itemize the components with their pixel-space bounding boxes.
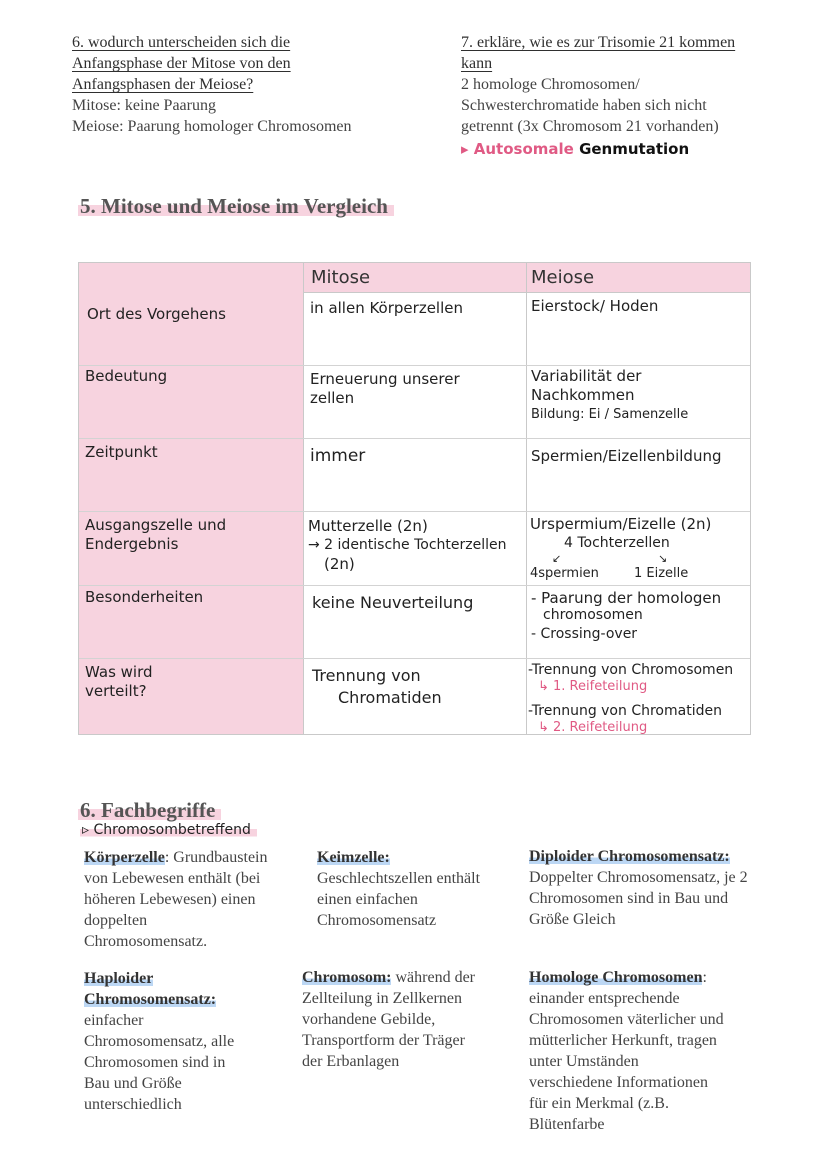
- term-diploider-chromosomensatz: [529, 846, 799, 930]
- term-text: vorhandene Gebilde,: [302, 1011, 436, 1028]
- mitose-cell: [308, 517, 507, 574]
- row-divider: [79, 438, 750, 439]
- term-text: Bau und Größe: [84, 1075, 182, 1092]
- answer-7-line: 2 homologe Chromosomen/: [461, 76, 640, 93]
- term-line: [84, 847, 309, 868]
- meiose-cell: Spermien/Eizellenbildung: [531, 447, 722, 465]
- meiose-line: - Paarung der homologen: [531, 589, 722, 607]
- comparison-table: [78, 262, 751, 735]
- term-text: Transportform der Träger: [302, 1032, 465, 1049]
- meiose-line: Urspermium/Eizelle (2n): [530, 515, 712, 533]
- mitose-cell: [312, 665, 442, 709]
- term-text: Grundbaustein: [173, 849, 268, 866]
- question-6-line: 6. wodurch unterscheiden sich die: [72, 34, 291, 51]
- arrow-down-left-icon: ↙: [552, 552, 562, 565]
- term-text: Chromosomensatz: [317, 912, 437, 929]
- row-label-line: Was wird: [85, 663, 153, 681]
- term-homologe-chromosomen: [529, 967, 799, 1135]
- meiose-cell: [531, 367, 688, 424]
- meiose-line: Bildung: Ei / Samenzelle: [531, 407, 689, 422]
- answer-7-line: getrennt (3x Chromosom 21 vorhanden): [461, 118, 719, 135]
- spermien-result: 4spermien: [530, 566, 599, 581]
- term-name: Haploider: [84, 970, 154, 987]
- term-line: [84, 989, 284, 1010]
- term-line: [84, 968, 284, 989]
- meiose-cell: [530, 515, 745, 583]
- term-chromosom: [302, 967, 517, 1072]
- section-5-title: 5. Mitose und Meiose im Vergleich: [78, 194, 394, 219]
- section-6-subtitle: ▹ Chromosombetreffend: [80, 822, 257, 838]
- row-label: [85, 663, 153, 701]
- mitose-cell: in allen Körperzellen: [310, 299, 463, 317]
- mitose-line: Chromatiden: [338, 688, 442, 707]
- meiose-line: chromosomen: [543, 607, 643, 623]
- section-6-title: 6. Fachbegriffe: [78, 798, 221, 823]
- term-text: einen einfachen: [317, 891, 418, 908]
- term-text: unter Umständen: [529, 1053, 639, 1070]
- column-header-mitose: Mitose: [311, 267, 371, 288]
- mitose-line: (2n): [324, 555, 355, 573]
- meiose-line: Nachkommen: [531, 386, 635, 404]
- term-line: [302, 967, 517, 988]
- meiose-line: -Trennung von Chromatiden: [528, 703, 722, 719]
- meiose-cell: [528, 661, 748, 734]
- term-text: Doppelter Chromosomensatz, je 2: [529, 869, 748, 886]
- mitose-line: Erneuerung unserer: [310, 370, 460, 388]
- mitose-line: zellen: [310, 389, 355, 407]
- meiose-line: -Trennung von Chromosomen: [528, 662, 734, 678]
- meiose-line: Variabilität der: [531, 367, 642, 385]
- mitose-line: Trennung von: [312, 666, 421, 685]
- term-name: Diploider Chromosomensatz:: [529, 848, 730, 865]
- term-koerperzelle: [84, 847, 309, 952]
- meiose-cell: Eierstock/ Hoden: [531, 297, 659, 315]
- arrow-down-right-icon: ↘: [658, 552, 668, 565]
- term-text: Chromosomensatz, alle: [84, 1033, 235, 1050]
- reifeteilung-1-note: ↳ 1. Reifeteilung: [538, 679, 648, 694]
- eizelle-result: 1 Eizelle: [634, 566, 689, 581]
- question-7-line: kann: [461, 55, 493, 72]
- term-text: einander entsprechende: [529, 990, 680, 1007]
- term-text: Blütenfarbe: [529, 1116, 605, 1133]
- term-text: von Lebewesen enthält (bei: [84, 870, 261, 887]
- term-name: Keimzelle:: [317, 849, 390, 866]
- term-text: verschiedene Informationen: [529, 1074, 709, 1091]
- mitose-cell: immer: [310, 446, 366, 466]
- column-divider: [526, 263, 527, 734]
- term-text: Chromosomen sind in Bau und: [529, 890, 729, 907]
- meiose-line: - Crossing-over: [531, 626, 638, 642]
- row-label: [85, 516, 226, 554]
- term-line: [529, 967, 799, 988]
- term-line: [529, 846, 799, 867]
- answer-6-line: Mitose: keine Paarung: [72, 97, 216, 114]
- row-label: Ort des Vorgehens: [87, 305, 226, 323]
- term-name: Homologe Chromosomen: [529, 969, 703, 986]
- mitose-cell: keine Neuverteilung: [312, 593, 474, 612]
- term-text: Chromosomen väterlicher und: [529, 1011, 724, 1028]
- row-label: Zeitpunkt: [85, 443, 158, 461]
- term-text: für ein Merkmal (z.B.: [529, 1095, 669, 1112]
- term-name: Körperzelle: [84, 849, 165, 866]
- term-text: der Erbanlagen: [302, 1053, 400, 1070]
- term-text: Geschlechtszellen enthält: [317, 870, 481, 887]
- row-divider: [79, 585, 750, 586]
- meiose-results: [530, 564, 745, 583]
- question-6-line: Anfangsphase der Mitose von den: [72, 55, 291, 72]
- mitose-line: Mutterzelle (2n): [308, 517, 428, 535]
- row-label: Besonderheiten: [85, 588, 204, 606]
- question-7: [461, 32, 801, 160]
- term-text: doppelten: [84, 912, 148, 929]
- term-text: Zellteilung in Zellkernen: [302, 990, 462, 1007]
- term-text: Chromosomen sind in: [84, 1054, 226, 1071]
- term-text: Chromosomensatz.: [84, 933, 208, 950]
- question-7-line: 7. erkläre, wie es zur Trisomie 21 kommen: [461, 34, 736, 51]
- question-6-line: Anfangsphasen der Meiose?: [72, 76, 254, 93]
- question-6: [72, 32, 432, 137]
- term-name: Chromosomensatz:: [84, 991, 217, 1008]
- answer-6-line: Meiose: Paarung homologer Chromosomen: [72, 118, 352, 135]
- term-text: einfacher: [84, 1012, 144, 1029]
- row-label: Bedeutung: [85, 367, 168, 385]
- reifeteilung-2-note: ↳ 2. Reifeteilung: [538, 720, 648, 735]
- genmutation-label: Genmutation: [579, 140, 690, 158]
- table-header-row: [79, 263, 750, 293]
- arrow-icons: [530, 553, 745, 564]
- term-text: höheren Lebewesen) einen: [84, 891, 256, 908]
- row-label-line: Endergebnis: [85, 535, 179, 553]
- row-divider: [79, 365, 750, 366]
- term-keimzelle: [317, 847, 517, 931]
- term-name: Chromosom:: [302, 969, 392, 986]
- term-text: Größe Gleich: [529, 911, 616, 928]
- term-haploider-chromosomensatz: [84, 968, 284, 1115]
- column-divider: [303, 263, 304, 734]
- column-header-meiose: Meiose: [531, 267, 595, 288]
- answer-7-line: Schwesterchromatide haben sich nicht: [461, 97, 707, 114]
- term-line: [317, 847, 517, 868]
- row-divider: [79, 511, 750, 512]
- term-text: unterschiedlich: [84, 1096, 182, 1113]
- term-text: mütterlicher Herkunft, tragen: [529, 1032, 717, 1049]
- term-sep: :: [164, 849, 170, 866]
- mitose-cell: [310, 370, 460, 408]
- meiose-line: 4 Tochterzellen: [564, 535, 670, 551]
- term-sep: :: [702, 969, 707, 986]
- genmutation-note: [461, 139, 801, 160]
- autosomale-label: ▸ Autosomale: [461, 140, 574, 158]
- row-divider: [79, 658, 750, 659]
- mitose-line: → 2 identische Tochterzellen: [308, 537, 507, 553]
- meiose-cell: [531, 589, 721, 644]
- row-label-line: Ausgangszelle und: [85, 516, 227, 534]
- row-label-line: verteilt?: [85, 682, 147, 700]
- term-text: während der: [395, 969, 475, 986]
